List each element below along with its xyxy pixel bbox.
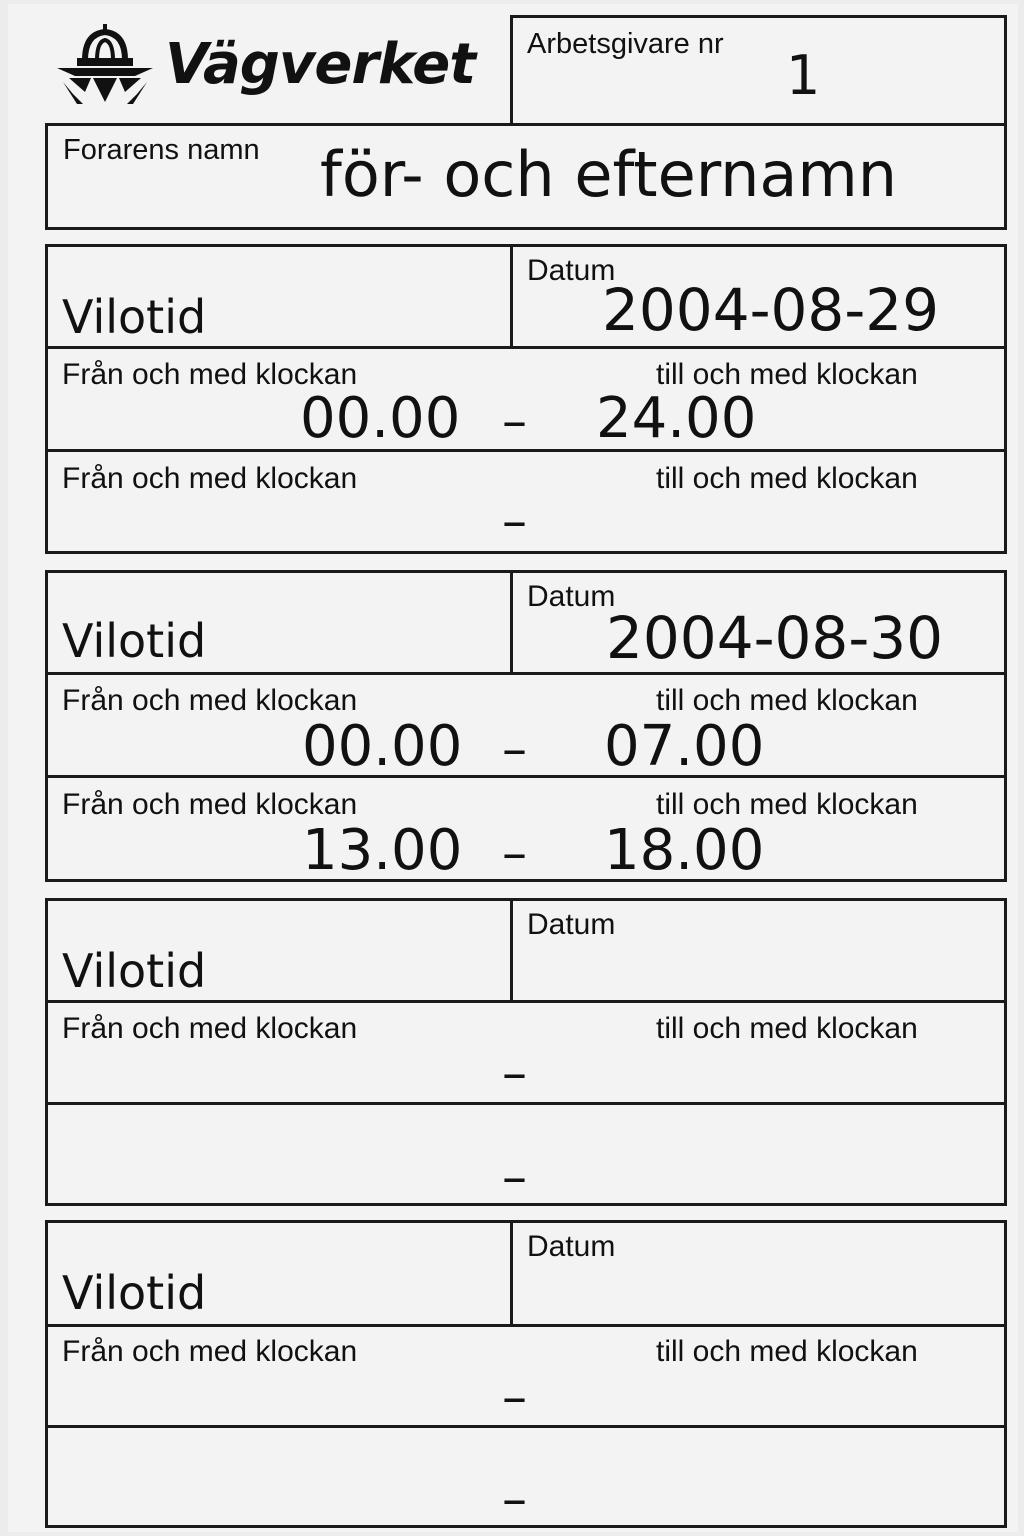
to-time-label: till och med klockan — [656, 1012, 918, 1045]
to-time-value: 24.00 — [596, 386, 757, 451]
divider — [510, 570, 513, 674]
rest-period-title: Vilotid — [62, 290, 207, 344]
date-label: Datum — [527, 908, 616, 941]
divider — [510, 898, 513, 1002]
time-range-dash: – — [502, 492, 527, 550]
time-range-dash: – — [502, 1148, 527, 1206]
time-range-dash: – — [502, 720, 527, 778]
from-time-label: Från och med klockan — [62, 684, 358, 717]
to-time-label: till och med klockan — [656, 358, 918, 391]
logo-wordmark: Vägverket — [165, 32, 475, 97]
time-range-dash: – — [502, 392, 527, 450]
divider — [45, 1324, 1007, 1327]
date-label: Datum — [527, 1230, 616, 1263]
rest-period-title: Vilotid — [62, 1266, 207, 1320]
divider — [45, 346, 1007, 349]
from-time-label: Från och med klockan — [62, 1335, 358, 1368]
to-time-label: till och med klockan — [656, 462, 918, 495]
divider — [45, 1102, 1007, 1105]
divider — [45, 672, 1007, 675]
from-time-label: Från och med klockan — [62, 1012, 358, 1045]
date-value: 2004-08-29 — [602, 276, 940, 344]
employer-number-value: 1 — [786, 44, 821, 107]
from-time-value: 00.00 — [300, 386, 461, 451]
date-label: Datum — [527, 580, 616, 613]
from-time-label: Från och med klockan — [62, 462, 358, 495]
time-range-dash: – — [502, 1368, 527, 1426]
from-time-label: Från och med klockan — [62, 788, 358, 821]
driver-name-label: Forarens namn — [63, 134, 260, 166]
rest-period-title: Vilotid — [62, 614, 207, 668]
divider — [510, 244, 513, 348]
vagverket-logo — [55, 20, 475, 110]
to-time-label: till och med klockan — [656, 684, 918, 717]
divider — [510, 1220, 513, 1324]
time-range-dash: – — [502, 1470, 527, 1528]
rest-period-title: Vilotid — [62, 944, 207, 998]
to-time-value: 18.00 — [604, 818, 765, 883]
time-range-dash: – — [502, 824, 527, 882]
crown-emblem-icon — [55, 20, 155, 106]
divider — [45, 1000, 1007, 1003]
time-range-dash: – — [502, 1044, 527, 1102]
from-time-label: Från och med klockan — [62, 358, 358, 391]
from-time-value: 13.00 — [302, 818, 463, 883]
to-time-label: till och med klockan — [656, 788, 918, 821]
date-value: 2004-08-30 — [606, 604, 944, 672]
employer-number-label: Arbetsgivare nr — [527, 28, 724, 60]
from-time-value: 00.00 — [302, 714, 463, 779]
driver-name-value: för- och efternamn — [320, 138, 898, 211]
to-time-label: till och med klockan — [656, 1335, 918, 1368]
date-label: Datum — [527, 254, 616, 287]
to-time-value: 07.00 — [604, 714, 765, 779]
